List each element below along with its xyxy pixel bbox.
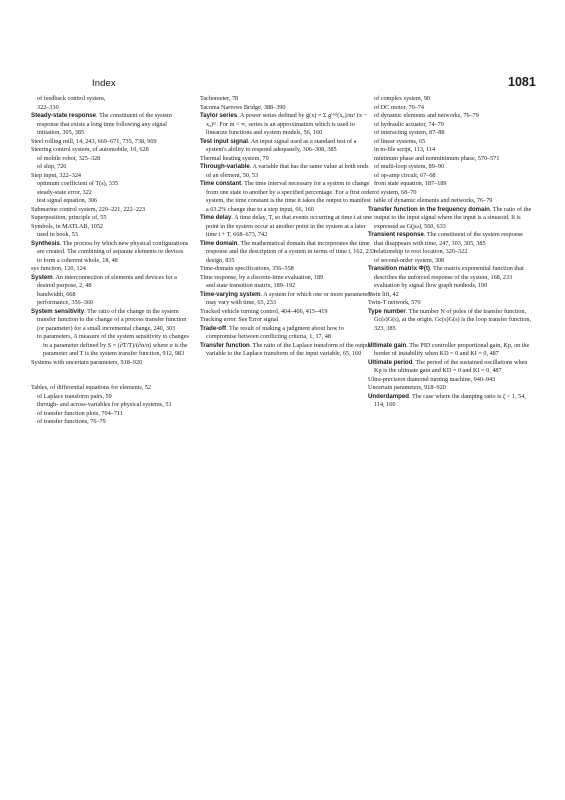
index-entry-text: . A power series defined by g(x) = Σ g⁽ᵐ⁾(x₀)/m! (x − x₀)ᵐ. For m < ∞, series is an approximation which is used to linearize functions and system models, 56, 160 (206, 112, 367, 136)
index-entry (31, 333, 189, 359)
index-term: Test input signal (200, 137, 248, 145)
index-entry (31, 410, 189, 419)
index-entry-text: Steel rolling mill, 14, 243, 669–671, 735, 738, 969 (31, 137, 157, 145)
index-entry-text: . The matrix exponential function that describes the unforced response of the system, 168, 233 (374, 265, 524, 281)
index-entry-text: . The period of the sustained oscillations when Kp is the ultimate gain and KD = 0 and KI = 0, 487 (374, 358, 528, 374)
index-entry-text: Time-domain specifications, 356–358 (200, 265, 294, 272)
index-entry (200, 342, 375, 359)
index-entry (31, 223, 189, 232)
index-entry (200, 214, 375, 240)
index-entry (31, 146, 189, 155)
index-entry-text: of Laplace transform pairs, 59 (37, 392, 112, 400)
index-entry-text: . The constituent of the system response that disappears with time, 247, 303, 305, 385 (374, 231, 523, 247)
index-entry-text: of DC motor, 70–74 (374, 103, 424, 111)
index-entry (200, 112, 375, 138)
index-entry-text: Step input, 322–324 (31, 171, 82, 179)
index-entry (368, 112, 533, 121)
index-entry-text: . The case where the damping ratio is ζ < 1, 54, 114, 160 (374, 392, 526, 408)
index-entry-text: Twin-T network, 570 (368, 299, 421, 306)
index-entry-text: Tables, of differential equations for elements, 52 (31, 384, 152, 391)
index-entry-text: in m-file script, 113, 114 (374, 146, 436, 153)
index-entry (200, 104, 375, 113)
index-term: Time-varying system (200, 290, 261, 298)
index-entry-text: of interacting system, 87–88 (374, 129, 445, 136)
index-entry-text: . The ratio of the output to the input signal where the input is a sinusoid. It is expressed as G(jω), 560, 633 (374, 205, 532, 230)
index-entry-text: 322–330 (37, 103, 59, 111)
index-entry-text: bandwidth, 668 (37, 290, 76, 298)
index-entry (368, 172, 533, 181)
index-term: Ultimate period (368, 358, 413, 366)
index-entry-text: . The PID controller proportional gain, Kp, on the border of instability when KD = 0 and KI = 0, 487 (374, 341, 530, 357)
index-entry-text: of system, 68–70 (374, 188, 417, 196)
index-entry (200, 163, 375, 180)
index-entry (200, 180, 375, 214)
index-entry (368, 138, 533, 147)
index-term: Time domain (200, 239, 238, 247)
index-entry (200, 155, 375, 164)
index-entry (368, 197, 533, 206)
page-number: 1081 (508, 75, 536, 89)
index-entry (31, 163, 189, 172)
index-entry-text: of op-amp circuit, 67–68 (374, 171, 436, 179)
index-entry (368, 163, 533, 172)
index-entry-text: and state transition matrix, 189–192 (206, 282, 296, 289)
index-entry (31, 206, 189, 215)
index-entry-text: of dynamic elements and networks, 76–79 (374, 112, 479, 119)
index-entry (200, 95, 375, 104)
index-entry (31, 418, 189, 427)
index-entry (31, 359, 189, 368)
index-entry-text: of feedback control system, (37, 95, 106, 102)
index-entry (31, 393, 189, 402)
index-entry (31, 104, 189, 113)
index-entry-text: test signal equation, 306 (37, 197, 98, 204)
index-entry-text: of second-order system, 308 (374, 256, 445, 264)
index-entry (368, 189, 533, 198)
index-entry-text: . A variable that has the same value at both ends of an element, 50, 53 (206, 163, 369, 179)
index-entry-text: Systems with uncertain parameters, 918–920 (31, 358, 143, 366)
index-entry (200, 274, 375, 283)
index-term: Steady-state response (31, 112, 97, 119)
index-entry-text: . A time delay, T, so that events occurring at time t at one point in the system occur at another point in the system at a later time t + T, 668–673, 742 (206, 214, 373, 238)
index-term: Underdamped (368, 392, 409, 400)
index-entry-text: Tachometer, 78 (200, 95, 239, 102)
index-entry (200, 291, 375, 308)
page-header (0, 75, 565, 92)
index-entry-text: through- and across-variables for physical systems, 51 (37, 401, 172, 408)
index-entry-text: of complex system, 90 (374, 95, 431, 102)
index-entry-text: . The number N of poles of the transfer function, Gc(s)G(s), at the origin. Gc(s)G(s) is the loop transfer function, 323, 385 (374, 307, 532, 332)
index-entry-text: Symbols, in MATLAB, 1052 (31, 222, 104, 230)
index-entry-text: steady-state error, 322 (37, 188, 92, 196)
index-entry (368, 308, 533, 334)
index-entry-text: of transfer functions, 76–79 (37, 418, 106, 425)
index-entry (368, 282, 533, 291)
index-entry (368, 180, 533, 189)
index-entry-text: of linear systems, 65 (374, 137, 426, 145)
index-entry (368, 146, 533, 155)
index-entry (368, 155, 533, 164)
index-term: Transfer function in the frequency domain (368, 205, 490, 213)
index-entry (200, 308, 375, 317)
index-entry (31, 172, 189, 181)
index-column-3 (368, 95, 533, 410)
index-entry-text: . The constituent of the system response that exists a long time following any signal initiation, 305, 385 (37, 112, 172, 136)
index-entry-text: minimum phase and nonminimum phase, 570–571 (374, 154, 500, 162)
index-term: System (31, 273, 53, 281)
index-entry-text: . The mathematical domain that incorporates the time response and the description of a system in terms of time t, 162, 233 (206, 239, 375, 255)
index-entry (368, 104, 533, 113)
index-entry (368, 291, 533, 300)
index-entry (31, 231, 189, 240)
index-entry-text: . The time interval necessary for a system to change from one state to another by a specified percentage. For a first order system, the time constant is the time it takes the output to manifest a 63.2% change due to a step input, 66, 160 (206, 180, 375, 213)
index-entry (368, 342, 533, 359)
index-entry (368, 299, 533, 308)
index-entry-text: . The ratio of the change in the system transfer function to the change of a process transfer function (or parameter) for a small incremental change, 240, 303 (37, 307, 187, 332)
index-entry (368, 257, 533, 266)
index-entry-text: of multi-loop system, 89–90 (374, 163, 445, 170)
index-entry (368, 129, 533, 138)
index-entry-text: of ship, 726 (37, 163, 67, 170)
index-entry (200, 282, 375, 291)
index-entry (31, 401, 189, 410)
index-entry (31, 155, 189, 164)
index-entry (31, 138, 189, 147)
index-entry-text: evaluation by signal flow graph methods, 190 (374, 282, 488, 289)
index-column-1 (31, 95, 189, 427)
index-entry-text: sys function, 120, 124 (31, 265, 86, 272)
index-entry (31, 112, 189, 138)
index-column-2 (200, 95, 375, 359)
index-entry-text: used in book, 53 (37, 231, 78, 238)
index-entry-text: table of dynamic elements and networks, 76–79 (374, 197, 493, 204)
index-entry (31, 308, 189, 334)
index-entry-text: design, 835 (206, 256, 235, 264)
index-term: Taylor series (200, 112, 238, 119)
index-entry-text: Ultra-precision diamond turning machine, 940–943 (368, 375, 496, 383)
index-entry (200, 325, 375, 342)
index-entry (368, 206, 533, 232)
index-entry (368, 376, 533, 385)
index-entry (31, 291, 189, 300)
index-entry (31, 265, 189, 274)
index-entry (368, 359, 533, 376)
index-entry-text: Steering control system, of automobile, 10, 628 (31, 146, 149, 153)
index-entry (200, 265, 375, 274)
index-entry-text: . The process by which new physical configurations are created. The combining of separate elements or devices to form a coherent whole, 18, 48 (37, 239, 189, 264)
index-entry (31, 189, 189, 198)
index-entry (368, 95, 533, 104)
index-entry-text: Uncertain parameters, 918–920 (368, 384, 446, 391)
index-term: System sensitivity (31, 307, 85, 315)
index-entry-text: from state equation, 187–189 (374, 180, 447, 187)
index-entry (31, 384, 189, 393)
index-entry-text: Tacoma Narrows Bridge, 388–390 (200, 103, 286, 111)
index-entry-text: Twin lift, 42 (368, 290, 399, 298)
index-entry-text: of transfer function plots, 704–711 (37, 409, 123, 417)
index-term: Synthesis (31, 239, 60, 247)
index-entry (31, 240, 189, 266)
index-entry-text: . The result of making a judgment about how to compromise between conflicting criteria, 1, 17, 48 (206, 324, 344, 340)
index-entry-text: Thermal heating system, 79 (200, 154, 269, 162)
section-title: Index (92, 78, 116, 89)
index-entry-text: Tracked vehicle turning control, 404–406, 415–419 (200, 307, 328, 315)
index-entry-text: . A system for which one or more parameters may vary with time, 65, 233 (206, 290, 372, 306)
index-entry-text: to parameters, A measure of the system sensitivity to changes in a parameter defined by S = (∂T/T)/(∂α/α) where α is the parameter and T is the system transfer function, 912, 983 (37, 333, 189, 357)
index-entry-text: Submarine control system, 220–221, 222–223 (31, 205, 146, 213)
index-entry-text: . An input signal used as a standard test of a system's ability to respond adequately, 306–308, 385 (206, 137, 357, 153)
index-entry (31, 95, 189, 104)
index-entry-text: . An interconnection of elements and devices for a desired purpose, 2, 48 (37, 273, 177, 289)
index-entry-text: of mobile robot, 325–328 (37, 154, 101, 162)
index-entry (31, 274, 189, 291)
index-entry (368, 384, 533, 393)
index-term: Time delay (200, 214, 232, 221)
index-entry-text: Tracking error. See Error signal (200, 316, 279, 323)
index-entry-text: Superposition, principle of, 55 (31, 214, 107, 221)
index-term: Transient response (368, 231, 424, 238)
index-term: Transition matrix Φ(t) (368, 265, 430, 272)
index-term: Type number (368, 307, 406, 315)
index-entry (368, 231, 533, 248)
index-entry (31, 214, 189, 223)
index-entry-text: of hydraulic actuator, 74–79 (374, 120, 444, 128)
index-term: Transfer function (200, 341, 250, 349)
index-entry-text: performance, 356–360 (37, 299, 94, 306)
index-term: Time constant (200, 180, 242, 187)
index-entry (200, 316, 375, 325)
index-entry-text: optimum coefficient of T(s), 335 (37, 180, 119, 187)
index-entry (368, 393, 533, 410)
index-entry-text: Time response, by a discrete-time evaluation, 189 (200, 273, 324, 281)
index-entry (200, 240, 375, 257)
index-entry (368, 265, 533, 282)
index-term: Trade-off (200, 324, 227, 332)
index-entry (368, 248, 533, 257)
index-entry (368, 121, 533, 130)
index-entry (200, 257, 375, 266)
index-entry (31, 299, 189, 308)
index-entry (31, 197, 189, 206)
index-entry-text: relationship to root location, 320–322 (374, 248, 468, 255)
index-entry-text: . The ratio of the Laplace transform of the output variable to the Laplace transform of the input variable, 65, 160 (206, 341, 371, 357)
index-term: Through-variable (200, 163, 250, 170)
index-entry (200, 138, 375, 155)
index-term: Ultimate gain (368, 341, 407, 349)
index-entry (31, 180, 189, 189)
